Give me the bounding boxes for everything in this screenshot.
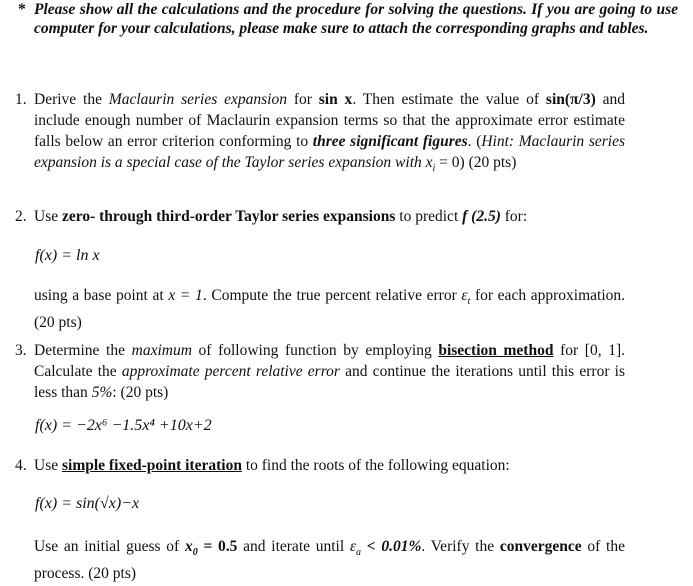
instructions-note (18, 0, 678, 38)
q2-text: for: (500, 208, 528, 225)
q4-error-subscript: a (356, 547, 362, 559)
q4-initial-guess-subscript: 0 (192, 547, 198, 559)
q4-convergence: convergence (499, 538, 582, 555)
question-number: 4. (15, 457, 27, 474)
q4-points: of the process. (20 pts) (34, 538, 625, 583)
q1-estimate-value: sin(π/3) (545, 91, 596, 108)
q4-text: Use an initial guess of (34, 538, 185, 555)
question-2-cont (15, 285, 625, 333)
q2-text: using a base point at (34, 287, 169, 304)
q2-text: . Compute the true percent relative error (202, 287, 462, 304)
q1-function: sin x (318, 91, 353, 108)
question-4-cont (15, 536, 625, 584)
question-3 (15, 340, 625, 403)
q3-text: of following function by employing (191, 342, 439, 359)
q3-formula: f(x) = −2x⁶ −1.5x⁴ +10x+2 (35, 417, 212, 434)
q1-text: . Then estimate the value of (352, 91, 546, 108)
q3-maximum: maximum (131, 342, 192, 359)
q1-hint-subscript: i (432, 163, 436, 175)
question-number: 2. (15, 208, 27, 225)
q2-expansion-label: zero- through third-order Taylor series expansions (61, 208, 396, 225)
q1-text: and include enough number of Maclaurin expansion terms so that the approximate error estimate falls below an error criterion conforming to (34, 91, 625, 150)
q1-text: for (286, 91, 319, 108)
q2-base-point: x = 1 (168, 287, 203, 304)
q3-error-label: approximate percent relative error (121, 363, 340, 380)
q4-method: simple fixed-point iteration (61, 457, 242, 474)
q4-text: . Verify the (421, 538, 500, 555)
question-3-body (34, 340, 625, 403)
q1-text: . ( (467, 133, 482, 150)
question-1-body (34, 89, 625, 179)
q1-hint-value: = 0 (435, 154, 460, 171)
q4-text: to find the roots of the following equation: (241, 457, 510, 474)
q4-initial-guess-var: x (184, 538, 193, 555)
q4-error-symbol: ε (349, 538, 357, 555)
asterisk: * (18, 1, 26, 18)
q2-points: for each approximation. (20 pts) (34, 287, 626, 332)
question-4-body-cont (34, 536, 625, 584)
question-4-body (34, 455, 625, 476)
q1-points: ) (20 pts) (459, 154, 517, 171)
q2-target: f (2.5) (462, 208, 501, 225)
q1-hint: Hint: Maclaurin series expansion is a special case of the Taylor series expansion with x (34, 133, 625, 171)
question-2 (15, 206, 625, 227)
q4-text: Use (34, 457, 62, 474)
q4-initial-guess-value: = 0.5 (197, 538, 238, 555)
q4-text: and iterate until (237, 538, 350, 555)
question-1 (15, 89, 625, 179)
question-number: 1. (15, 91, 27, 108)
q3-text: for [0, 1]. Calculate the (34, 342, 626, 380)
q1-criterion: three significant figures (312, 133, 468, 150)
q2-formula: f(x) = ln x (35, 247, 100, 264)
question-2-body (34, 206, 625, 227)
q3-text: Determine the (34, 342, 132, 359)
instructions-text: Please show all the calculations and the procedure for solving the questions. If you are going to use computer for your calculations, please make sure to attach the corresponding graphs and tables. (34, 1, 678, 37)
q3-method: bisection method (438, 342, 554, 359)
q2-error-subscript: t (467, 296, 471, 308)
q3-text: and continue the iterations until this error is less than (34, 363, 625, 401)
q3-threshold: 5% (91, 384, 113, 401)
q1-text: Derive the (34, 91, 109, 108)
question-2-body-cont (34, 285, 625, 333)
q2-text: to predict (395, 208, 463, 225)
q2-error-symbol: ε (461, 287, 468, 304)
q2-text: Use (34, 208, 62, 225)
question-4 (15, 455, 625, 476)
q4-formula: f(x) = sin(√x)−x (35, 495, 140, 512)
q1-maclaurin-label: Maclaurin series expansion (108, 91, 287, 108)
question-number: 3. (15, 342, 27, 359)
q3-points: : (20 pts) (112, 384, 169, 401)
q4-threshold: < 0.01% (361, 538, 422, 555)
